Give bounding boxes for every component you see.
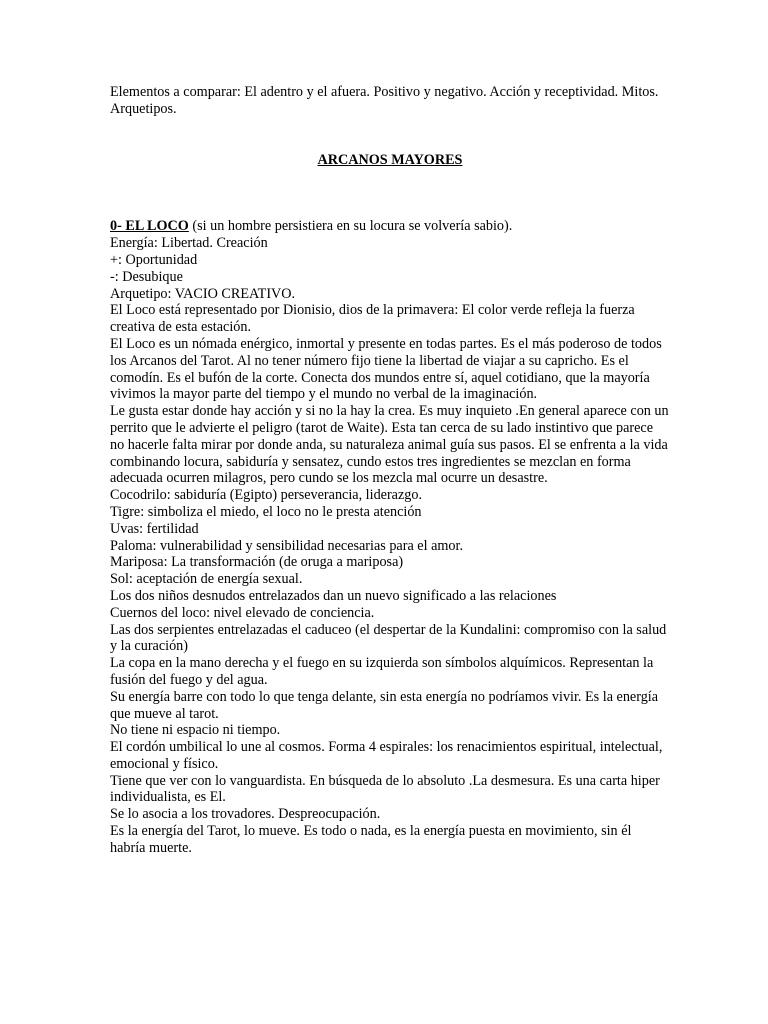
body-paragraph: El Loco está representado por Dionisio, dios de la primavera: El color verde refleja la fuerza creativa de esta estación. — [110, 302, 635, 336]
body-paragraph: Sol: aceptación de energía sexual. — [110, 571, 303, 588]
body-paragraph: Tigre: simboliza el miedo, el loco no le presta atención — [110, 503, 422, 520]
card-section — [110, 218, 670, 856]
body-paragraph: Los dos niños desnudos entrelazados dan un nuevo significado a las relaciones — [110, 587, 557, 604]
body-paragraph: Las dos serpientes entrelazadas el caduceo (el despertar de la Kundalini: compromiso con la salud y la curación) — [110, 621, 667, 655]
body-paragraph: Cuernos del loco: nivel elevado de conciencia. — [110, 604, 375, 621]
body-paragraph: -: Desubique — [110, 268, 183, 285]
body-paragraph: No tiene ni espacio ni tiempo. — [110, 722, 281, 739]
body-paragraph: Es la energía del Tarot, lo mueve. Es todo o nada, es la energía puesta en movimiento, sin él habría muerte. — [110, 823, 632, 856]
body-paragraph: Tiene que ver con lo vanguardista. En búsqueda de lo absoluto .La desmesura. Es una carta hiper individualista, es El. — [110, 772, 660, 806]
body-paragraph: Mariposa: La transformación (de oruga a mariposa) — [110, 554, 404, 571]
card-heading-line — [110, 218, 670, 235]
body-paragraph: Paloma: vulnerabilidad y sensibilidad necesarias para el amor. — [110, 537, 463, 554]
page-title: ARCANOS MAYORES — [317, 151, 463, 168]
card-subtitle: (si un hombre persistiera en su locura se volvería sabio). — [188, 218, 513, 235]
body-paragraph: Uvas: fertilidad — [110, 520, 199, 537]
body-paragraph: Le gusta estar donde hay acción y si no la hay la crea. Es muy inquieto .En general aparece con un perrito que le advierte el peligro (tarot de Waite). Esta tan cerca de su lado instintivo que parece no hacerle falta mirar por donde anda, su naturaleza animal guía sus pasos. El se enfrenta a la vida combinando locura, sabiduría y sensatez, cundo estos tres ingredientes se mezclan en forma adecuada ocurren milagros, pero cundo se los mezcla mal ocurre un desastre. — [110, 403, 669, 487]
document-page — [110, 84, 670, 857]
body-paragraph: El cordón umbilical lo une al cosmos. Forma 4 espirales: los renacimientos espiritual, intelectual, emocional y físico. — [110, 739, 663, 772]
body-paragraph: +: Oportunidad — [110, 251, 198, 268]
body-paragraph: Energía: Libertad. Creación — [110, 235, 268, 252]
body-paragraph: La copa en la mano derecha y el fuego en su izquierda son símbolos alquímicos. Representan la fusión del fuego y del agua. — [110, 655, 654, 688]
body-paragraph: Arquetipo: VACIO CREATIVO. — [110, 285, 296, 302]
card-heading: 0- EL LOCO — [110, 218, 189, 235]
body-paragraph: El Loco es un nómada enérgico, inmortal y presente en todas partes. Es el más poderoso de todos los Arcanos del Tarot. Al no tener número fijo tiene la libertad de viajar a su capricho. Es el comodín. Es el bufón de la corte. Conecta dos mundos entre sí, aquel cotidiano, que la mayoría vivimos la mayor parte del tiempo y el mundo no verbal de la imaginación. — [110, 335, 662, 403]
body-paragraph: Se lo asocia a los trovadores. Despreocupación. — [110, 806, 381, 823]
intro-paragraph: Elementos a comparar: El adentro y el afuera. Positivo y negativo. Acción y receptividad. Mitos. Arquetipos. — [110, 84, 659, 117]
body-paragraph: Su energía barre con todo lo que tenga delante, sin esta energía no podríamos vivir. Es la energía que mueve al tarot. — [110, 688, 659, 722]
body-paragraph: Cocodrilo: sabiduría (Egipto) perseverancia, liderazgo. — [110, 487, 423, 504]
